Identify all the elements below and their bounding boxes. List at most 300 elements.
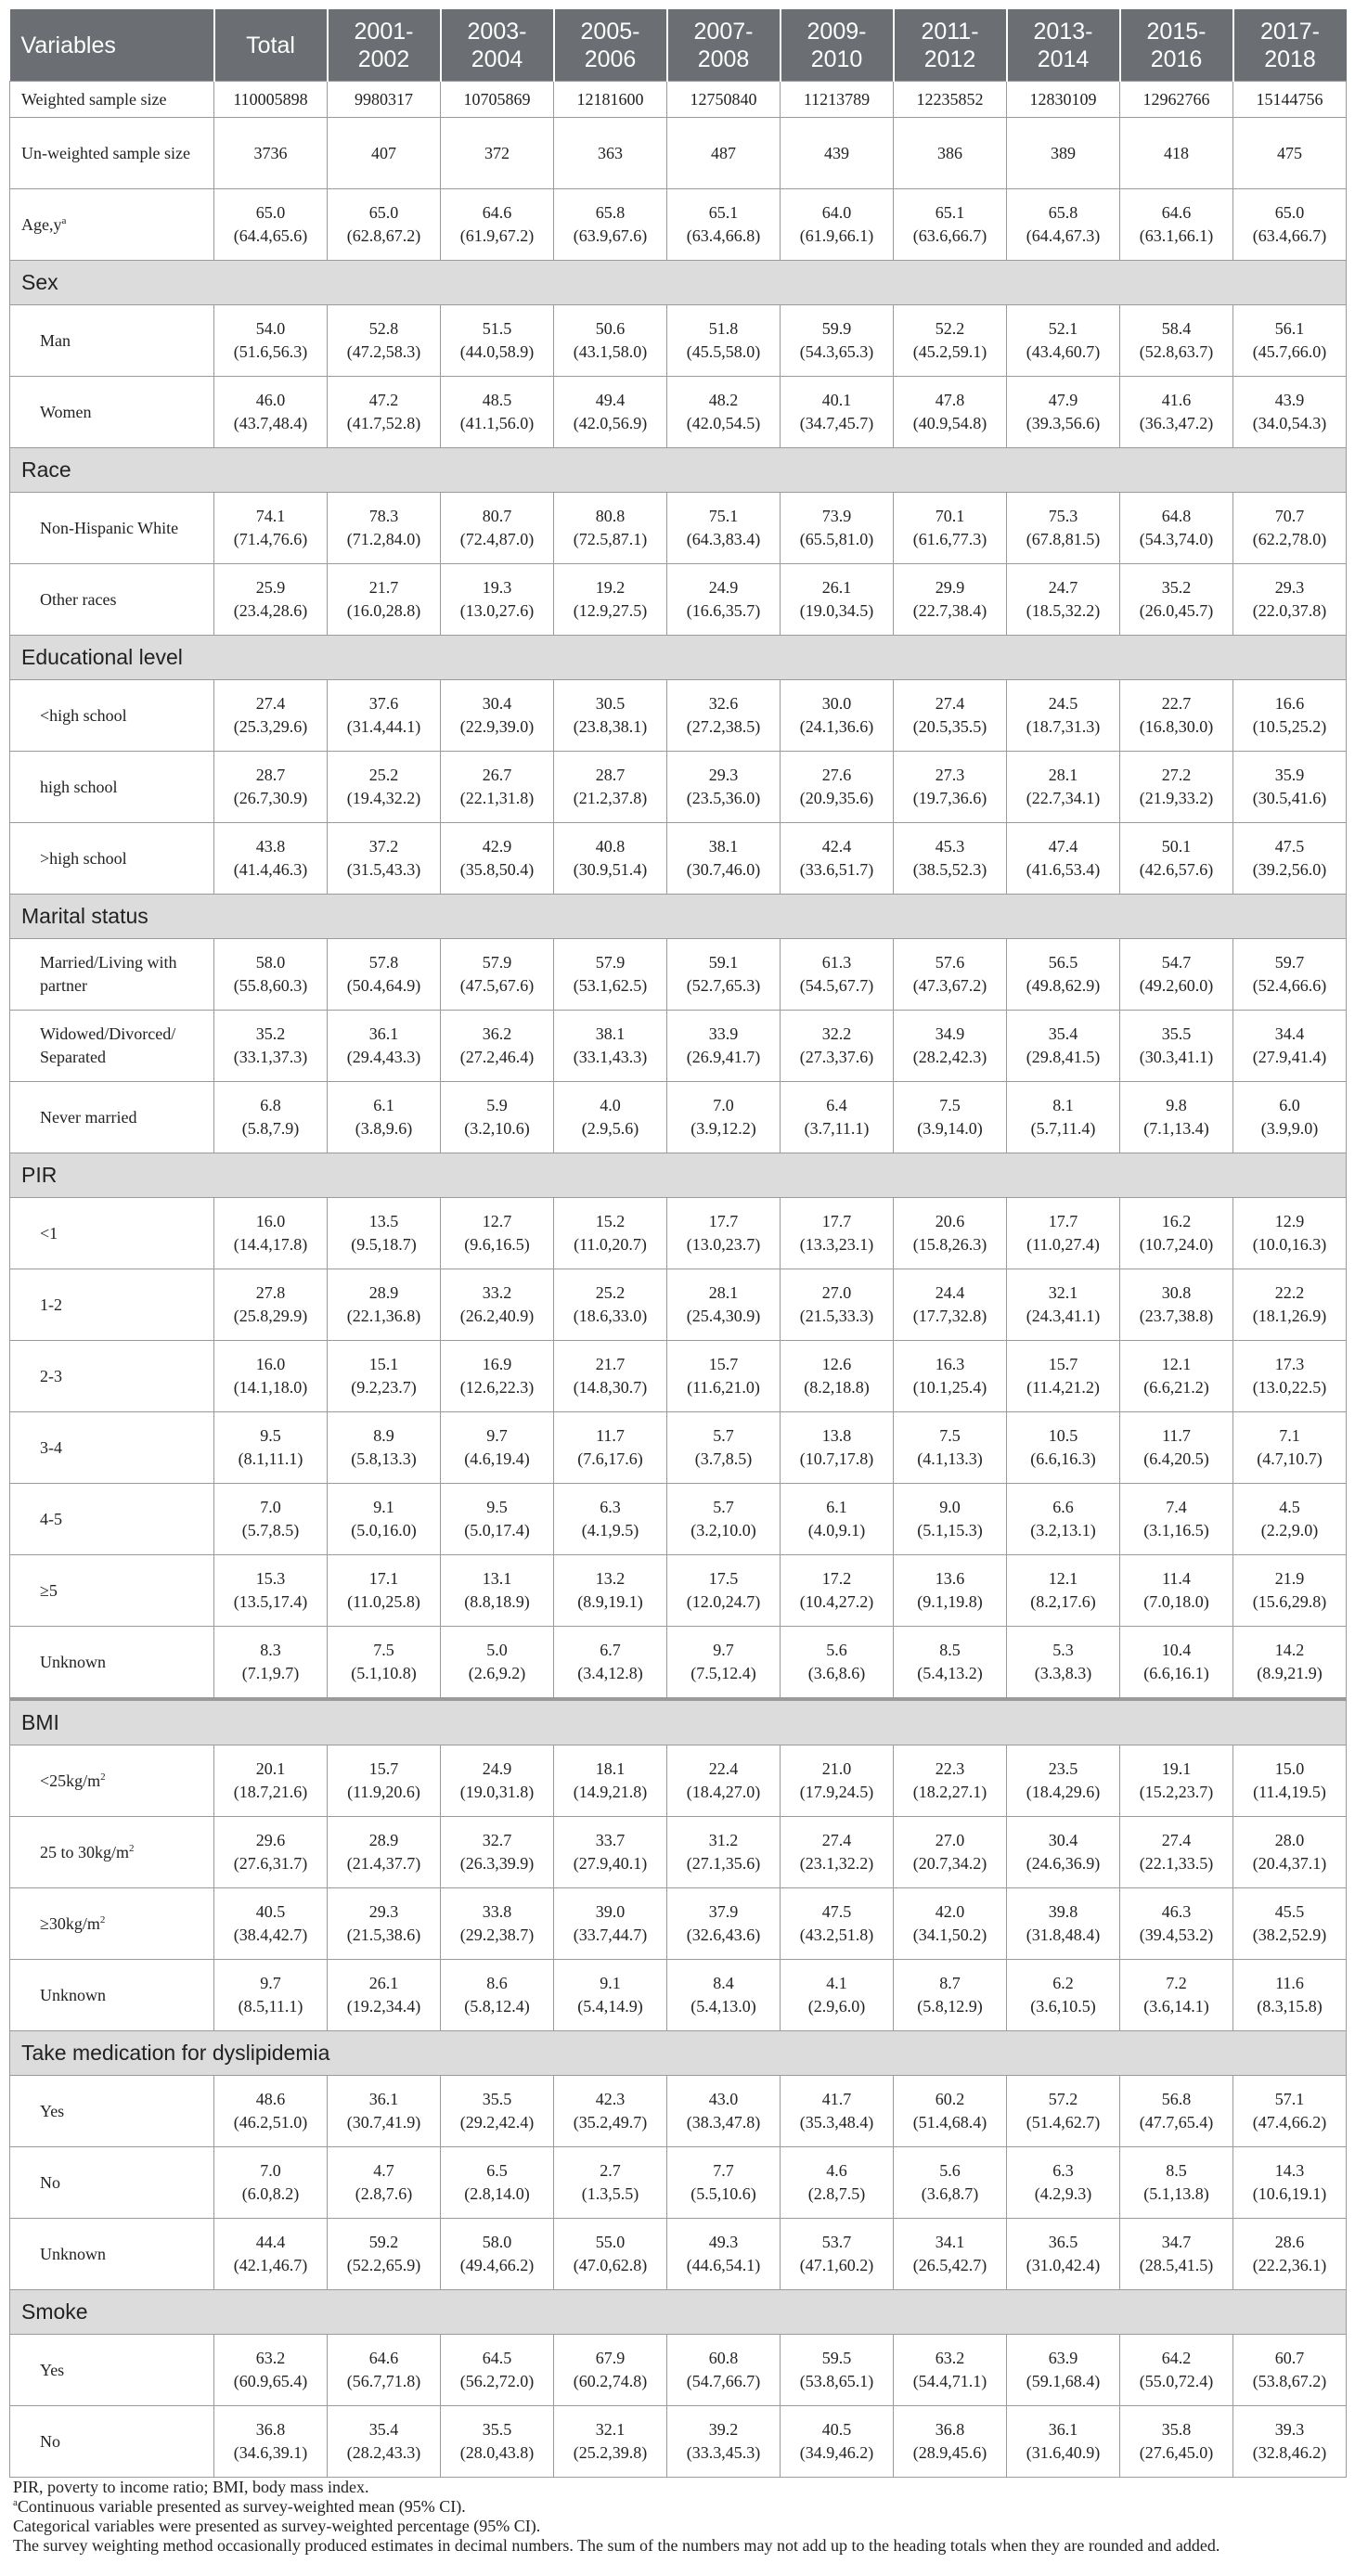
data-cell [1233, 1745, 1347, 1817]
cell-confidence-interval: (51.4,68.4) [912, 2113, 987, 2132]
cell-confidence-interval: (11.0,27.4) [1026, 1235, 1100, 1254]
data-cell [328, 2406, 441, 2478]
cell-confidence-interval: (47.4,66.2) [1252, 2113, 1327, 2132]
table-row [10, 680, 1347, 752]
cell-confidence-interval: (52.7,65.3) [686, 976, 761, 995]
cell-confidence-interval: (54.4,71.1) [912, 2372, 987, 2390]
cell-confidence-interval: (39.4,53.2) [1139, 1926, 1214, 1944]
cell-confidence-interval: (22.0,37.8) [1252, 601, 1327, 620]
data-cell [1120, 1484, 1233, 1555]
data-cell [1120, 2406, 1233, 2478]
data-cell [1120, 1082, 1233, 1153]
cell-confidence-interval: (18.4,27.0) [686, 1783, 761, 1801]
data-cell [554, 1745, 667, 1817]
data-cell [781, 1341, 894, 1412]
cell-estimate: 8.3 [260, 1641, 281, 1659]
data-cell [328, 1960, 441, 2031]
cell-estimate: 13.2 [595, 1569, 626, 1588]
cell-estimate: 65.0 [255, 203, 286, 222]
data-cell [781, 752, 894, 823]
row-label-text: <25kg/m [40, 1771, 101, 1790]
data-cell [328, 1817, 441, 1888]
section-label: Smoke [10, 2290, 1347, 2335]
cell-confidence-interval: (15.6,29.8) [1252, 1592, 1327, 1611]
cell-confidence-interval: (3.9,9.0) [1260, 1119, 1319, 1138]
data-cell: 11213789 [781, 82, 894, 118]
cell-estimate: 9.8 [1166, 1096, 1187, 1114]
data-cell [1233, 377, 1347, 448]
data-cell [328, 1745, 441, 1817]
cell-estimate: 20.1 [255, 1759, 286, 1778]
data-cell [1007, 1341, 1120, 1412]
cell-confidence-interval: (3.8,9.6) [355, 1119, 413, 1138]
data-cell [1120, 2147, 1233, 2219]
cell-estimate: 42.0 [935, 1902, 965, 1921]
cell-confidence-interval: (31.8,48.4) [1026, 1926, 1101, 1944]
data-cell [328, 752, 441, 823]
data-cell [441, 752, 554, 823]
cell-confidence-interval: (3.2,13.1) [1030, 1521, 1096, 1539]
cell-confidence-interval: (5.8,12.4) [464, 1997, 530, 2016]
cell-estimate: 6.5 [486, 2161, 508, 2180]
cell-estimate: 15.1 [368, 1355, 399, 1373]
table-row [10, 1011, 1347, 1082]
cell-estimate: 80.8 [595, 507, 626, 525]
cell-estimate: 35.5 [1161, 1024, 1192, 1043]
column-header: 2003-2004 [441, 9, 554, 82]
data-cell [781, 1627, 894, 1700]
cell-estimate: 22.4 [708, 1759, 739, 1778]
cell-confidence-interval: (22.1,36.8) [346, 1307, 421, 1325]
row-label [10, 939, 214, 1011]
cell-confidence-interval: (33.6,51.7) [799, 860, 874, 879]
data-cell: 110005898 [214, 82, 328, 118]
cell-confidence-interval: (60.2,74.8) [573, 2372, 648, 2390]
cell-estimate: 9.1 [373, 1498, 394, 1516]
data-cell [554, 564, 667, 636]
cell-estimate: 35.9 [1274, 766, 1305, 784]
cell-confidence-interval: (32.6,43.6) [686, 1926, 761, 1944]
cell-estimate: 32.6 [708, 694, 739, 713]
data-cell [328, 2335, 441, 2406]
data-cell: 12962766 [1120, 82, 1233, 118]
data-cell [1007, 305, 1120, 377]
cell-estimate: 24.7 [1048, 578, 1078, 597]
data-cell [667, 823, 781, 895]
data-cell [441, 1627, 554, 1700]
cell-confidence-interval: (9.2,23.7) [351, 1378, 417, 1397]
cell-confidence-interval: (31.6,40.9) [1026, 2443, 1101, 2462]
footnote-categorical: Categorical variables were presented as survey-weighted percentage (95% CI). [13, 2517, 541, 2535]
cell-confidence-interval: (10.4,27.2) [799, 1592, 874, 1611]
cell-confidence-interval: (3.6,14.1) [1143, 1997, 1209, 2016]
cell-confidence-interval: (2.8,7.6) [355, 2184, 413, 2203]
cell-confidence-interval: (18.6,33.0) [573, 1307, 648, 1325]
data-cell [554, 939, 667, 1011]
data-cell [894, 1627, 1007, 1700]
cell-estimate: 35.2 [255, 1024, 286, 1043]
cell-confidence-interval: (5.1,10.8) [351, 1664, 417, 1682]
cell-estimate: 37.9 [708, 1902, 739, 1921]
row-label-text: No [40, 2172, 60, 2192]
row-label-text: Weighted sample size [21, 89, 167, 109]
cell-confidence-interval: (29.4,43.3) [346, 1048, 421, 1066]
cell-estimate: 56.8 [1161, 2090, 1192, 2108]
data-cell [1120, 1198, 1233, 1269]
cell-estimate: 65.1 [708, 203, 739, 222]
cell-estimate: 40.1 [821, 391, 852, 409]
cell-confidence-interval: (5.8,12.9) [917, 1997, 983, 2016]
data-cell [214, 680, 328, 752]
data-cell [781, 1412, 894, 1484]
cell-estimate: 17.5 [708, 1569, 739, 1588]
data-cell [781, 1011, 894, 1082]
data-cell [441, 1198, 554, 1269]
data-cell [441, 1269, 554, 1341]
data-cell [1007, 1412, 1120, 1484]
data-cell [1007, 1960, 1120, 2031]
cell-confidence-interval: (11.4,21.2) [1026, 1378, 1100, 1397]
cell-estimate: 4.5 [1279, 1498, 1300, 1516]
data-cell [1007, 680, 1120, 752]
cell-estimate: 32.2 [821, 1024, 852, 1043]
cell-estimate: 65.8 [595, 203, 626, 222]
section-header-row [10, 1699, 1347, 1745]
cell-confidence-interval: (61.6,77.3) [912, 530, 987, 548]
cell-confidence-interval: (10.6,19.1) [1252, 2184, 1327, 2203]
row-label-text: high school [40, 777, 118, 796]
data-cell [781, 1555, 894, 1627]
cell-estimate: 22.3 [935, 1759, 965, 1778]
data-cell [781, 1745, 894, 1817]
row-label-text: 3-4 [40, 1437, 62, 1457]
cell-estimate: 7.7 [713, 2161, 734, 2180]
section-header-row [10, 261, 1347, 305]
data-cell [667, 1011, 781, 1082]
cell-confidence-interval: (54.5,67.7) [799, 976, 874, 995]
cell-confidence-interval: (3.6,10.5) [1030, 1997, 1096, 2016]
data-cell [554, 1412, 667, 1484]
cell-confidence-interval: (14.4,17.8) [233, 1235, 308, 1254]
cell-estimate: 16.6 [1274, 694, 1305, 713]
data-cell [667, 1555, 781, 1627]
cell-confidence-interval: (12.9,27.5) [573, 601, 648, 620]
cell-estimate: 52.1 [1048, 319, 1078, 338]
data-cell [894, 1082, 1007, 1153]
data-cell [894, 680, 1007, 752]
data-cell: 389 [1007, 118, 1120, 189]
data-cell [894, 2219, 1007, 2290]
cell-estimate: 38.1 [708, 837, 739, 856]
footnote-a-marker: a [13, 2497, 18, 2508]
cell-estimate: 24.4 [935, 1283, 965, 1302]
cell-estimate: 26.7 [482, 766, 512, 784]
cell-estimate: 8.5 [1166, 2161, 1187, 2180]
cell-confidence-interval: (63.9,67.6) [573, 226, 648, 245]
data-cell: 386 [894, 118, 1007, 189]
data-cell [214, 2406, 328, 2478]
footnote-abbreviations: PIR, poverty to income ratio; BMI, body mass index. [13, 2478, 369, 2496]
cell-confidence-interval: (6.6,16.1) [1143, 1664, 1209, 1682]
table-row [10, 377, 1347, 448]
cell-confidence-interval: (4.1,9.5) [581, 1521, 639, 1539]
cell-estimate: 27.3 [935, 766, 965, 784]
cell-confidence-interval: (11.4,19.5) [1253, 1783, 1326, 1801]
cell-confidence-interval: (29.2,42.4) [459, 2113, 535, 2132]
cell-estimate: 46.0 [255, 391, 286, 409]
cell-confidence-interval: (49.4,66.2) [459, 2256, 535, 2274]
data-cell: 12750840 [667, 82, 781, 118]
cell-confidence-interval: (5.4,14.9) [577, 1997, 643, 2016]
cell-confidence-interval: (12.6,22.3) [459, 1378, 535, 1397]
cell-confidence-interval: (64.3,83.4) [686, 530, 761, 548]
cell-estimate: 21.7 [595, 1355, 626, 1373]
cell-estimate: 12.6 [821, 1355, 852, 1373]
cell-estimate: 38.1 [595, 1024, 626, 1043]
cell-confidence-interval: (3.6,8.6) [807, 1664, 866, 1682]
data-cell [667, 2335, 781, 2406]
table-row [10, 752, 1347, 823]
table-row [10, 939, 1347, 1011]
cell-estimate: 27.4 [1161, 1831, 1192, 1849]
section-header-row [10, 1153, 1347, 1198]
data-cell [214, 2219, 328, 2290]
data-cell [1007, 2406, 1120, 2478]
cell-estimate: 39.2 [708, 2420, 739, 2439]
cell-confidence-interval: (18.1,26.9) [1252, 1307, 1327, 1325]
cell-confidence-interval: (30.7,46.0) [686, 860, 761, 879]
cell-estimate: 18.1 [595, 1759, 626, 1778]
cell-confidence-interval: (20.4,37.1) [1252, 1854, 1327, 1873]
row-label [10, 823, 214, 895]
data-cell [554, 493, 667, 564]
cell-estimate: 21.7 [368, 578, 399, 597]
row-label [10, 189, 214, 261]
cell-confidence-interval: (16.8,30.0) [1139, 717, 1214, 736]
data-cell: 475 [1233, 118, 1347, 189]
table-row [10, 1960, 1347, 2031]
data-cell [554, 1555, 667, 1627]
cell-estimate: 4.0 [600, 1096, 621, 1114]
section-label: PIR [10, 1153, 1347, 1198]
cell-estimate: 19.3 [482, 578, 512, 597]
cell-confidence-interval: (39.2,56.0) [1252, 860, 1327, 879]
table-footnotes [9, 2478, 1346, 2556]
data-cell [1120, 1960, 1233, 2031]
data-cell [328, 1412, 441, 1484]
data-cell [441, 1484, 554, 1555]
cell-estimate: 55.0 [595, 2233, 626, 2251]
cell-estimate: 34.4 [1274, 1024, 1305, 1043]
cell-confidence-interval: (7.1,13.4) [1143, 1119, 1209, 1138]
data-cell [214, 1888, 328, 1960]
data-cell [667, 1082, 781, 1153]
data-cell [781, 377, 894, 448]
cell-estimate: 60.2 [935, 2090, 965, 2108]
cell-estimate: 6.0 [1279, 1096, 1300, 1114]
cell-estimate: 30.4 [482, 694, 512, 713]
data-cell [1233, 823, 1347, 895]
data-cell [1233, 189, 1347, 261]
cell-confidence-interval: (6.0,8.2) [241, 2184, 300, 2203]
cell-estimate: 21.9 [1274, 1569, 1305, 1588]
cell-estimate: 33.9 [708, 1024, 739, 1043]
data-cell [894, 1269, 1007, 1341]
cell-estimate: 64.2 [1161, 2349, 1192, 2367]
cell-estimate: 19.2 [595, 578, 626, 597]
row-label [10, 680, 214, 752]
cell-confidence-interval: (5.4,13.2) [917, 1664, 983, 1682]
data-cell [1007, 564, 1120, 636]
data-cell [441, 680, 554, 752]
data-cell [214, 1817, 328, 1888]
cell-confidence-interval: (23.1,32.2) [799, 1854, 874, 1873]
data-cell [214, 939, 328, 1011]
cell-estimate: 29.6 [255, 1831, 286, 1849]
row-label-superscript: 2 [129, 1842, 135, 1854]
data-cell [554, 1817, 667, 1888]
table-header-row [10, 9, 1347, 82]
table-row [10, 564, 1347, 636]
cell-estimate: 7.2 [1166, 1974, 1187, 1992]
cell-estimate: 16.2 [1161, 1212, 1192, 1230]
cell-estimate: 64.8 [1161, 507, 1192, 525]
table-row [10, 1269, 1347, 1341]
cell-confidence-interval: (38.5,52.3) [912, 860, 987, 879]
cell-confidence-interval: (28.5,41.5) [1139, 2256, 1214, 2274]
cell-confidence-interval: (5.7,11.4) [1030, 1119, 1096, 1138]
column-header: 2001-2002 [328, 9, 441, 82]
cell-estimate: 47.2 [368, 391, 399, 409]
cell-estimate: 36.2 [482, 1024, 512, 1043]
data-cell [781, 2335, 894, 2406]
cell-estimate: 24.9 [708, 578, 739, 597]
cell-confidence-interval: (16.6,35.7) [686, 601, 761, 620]
cell-confidence-interval: (2.8,14.0) [464, 2184, 530, 2203]
data-cell [214, 1082, 328, 1153]
cell-estimate: 8.4 [713, 1974, 734, 1992]
cell-confidence-interval: (23.4,28.6) [233, 601, 308, 620]
cell-confidence-interval: (14.8,30.7) [573, 1378, 648, 1397]
table-row [10, 1745, 1347, 1817]
data-cell [781, 1198, 894, 1269]
cell-confidence-interval: (27.6,45.0) [1139, 2443, 1214, 2462]
cell-estimate: 7.5 [939, 1426, 961, 1445]
table-row [10, 2219, 1347, 2290]
data-cell: 418 [1120, 118, 1233, 189]
data-cell [1233, 1011, 1347, 1082]
cell-estimate: 67.9 [595, 2349, 626, 2367]
cell-confidence-interval: (10.7,17.8) [799, 1449, 874, 1468]
cell-confidence-interval: (31.5,43.3) [346, 860, 421, 879]
data-cell [554, 1269, 667, 1341]
cell-confidence-interval: (47.7,65.4) [1139, 2113, 1214, 2132]
data-cell [894, 1198, 1007, 1269]
cell-estimate: 43.9 [1274, 391, 1305, 409]
section-header-row [10, 895, 1347, 939]
cell-estimate: 6.3 [1052, 2161, 1074, 2180]
cell-confidence-interval: (5.7,8.5) [241, 1521, 300, 1539]
row-label-text: 4-5 [40, 1509, 62, 1528]
cell-estimate: 44.4 [255, 2233, 286, 2251]
cell-confidence-interval: (63.4,66.8) [686, 226, 761, 245]
cell-confidence-interval: (3.3,8.3) [1034, 1664, 1092, 1682]
cell-estimate: 10.4 [1161, 1641, 1192, 1659]
cell-estimate: 29.9 [935, 578, 965, 597]
cell-confidence-interval: (11.6,21.0) [687, 1378, 760, 1397]
data-cell [328, 2076, 441, 2147]
table-row [10, 189, 1347, 261]
cell-confidence-interval: (49.2,60.0) [1139, 976, 1214, 995]
cell-estimate: 33.8 [482, 1902, 512, 1921]
cell-confidence-interval: (45.7,66.0) [1252, 342, 1327, 361]
cell-confidence-interval: (63.6,66.7) [912, 226, 987, 245]
cell-estimate: 15.7 [368, 1759, 399, 1778]
cell-estimate: 64.6 [1161, 203, 1192, 222]
cell-estimate: 29.3 [1274, 578, 1305, 597]
data-cell [441, 564, 554, 636]
cell-confidence-interval: (45.5,58.0) [686, 342, 761, 361]
cell-estimate: 52.8 [368, 319, 399, 338]
row-label-text: <1 [40, 1223, 58, 1243]
data-cell: 12830109 [1007, 82, 1120, 118]
table-container [9, 9, 1346, 2556]
cell-confidence-interval: (30.9,51.4) [573, 860, 648, 879]
cell-confidence-interval: (15.2,23.7) [1139, 1783, 1214, 1801]
data-cell [1233, 2335, 1347, 2406]
cell-confidence-interval: (41.6,53.4) [1026, 860, 1101, 879]
data-cell [781, 823, 894, 895]
cell-estimate: 14.3 [1274, 2161, 1305, 2180]
data-cell [328, 2219, 441, 2290]
data-cell [328, 1198, 441, 1269]
cell-estimate: 4.1 [826, 1974, 847, 1992]
cell-estimate: 4.6 [826, 2161, 847, 2180]
data-cell [441, 2219, 554, 2290]
row-label [10, 305, 214, 377]
cell-confidence-interval: (44.6,54.1) [686, 2256, 761, 2274]
data-cell [1233, 1341, 1347, 1412]
cell-confidence-interval: (3.9,14.0) [917, 1119, 983, 1138]
cell-estimate: 35.2 [1161, 578, 1192, 597]
cell-confidence-interval: (13.0,22.5) [1252, 1378, 1327, 1397]
cell-confidence-interval: (5.8,7.9) [241, 1119, 300, 1138]
cell-confidence-interval: (3.2,10.6) [464, 1119, 530, 1138]
table-row [10, 1198, 1347, 1269]
row-label [10, 2076, 214, 2147]
cell-estimate: 78.3 [368, 507, 399, 525]
data-cell [1007, 1198, 1120, 1269]
cell-estimate: 27.0 [935, 1831, 965, 1849]
cell-confidence-interval: (35.8,50.4) [459, 860, 535, 879]
data-cell: 10705869 [441, 82, 554, 118]
row-label [10, 1484, 214, 1555]
cell-estimate: 13.8 [821, 1426, 852, 1445]
data-cell [441, 189, 554, 261]
table-row [10, 2147, 1347, 2219]
cell-confidence-interval: (72.5,87.1) [573, 530, 648, 548]
data-cell [1120, 939, 1233, 1011]
data-cell [1120, 1817, 1233, 1888]
data-cell [554, 680, 667, 752]
section-header-row [10, 636, 1347, 680]
data-cell [667, 564, 781, 636]
cell-estimate: 32.1 [595, 2420, 626, 2439]
data-cell [667, 752, 781, 823]
cell-confidence-interval: (22.1,31.8) [459, 789, 535, 807]
cell-confidence-interval: (11.0,20.7) [574, 1235, 647, 1254]
row-label-text: Man [40, 330, 71, 350]
